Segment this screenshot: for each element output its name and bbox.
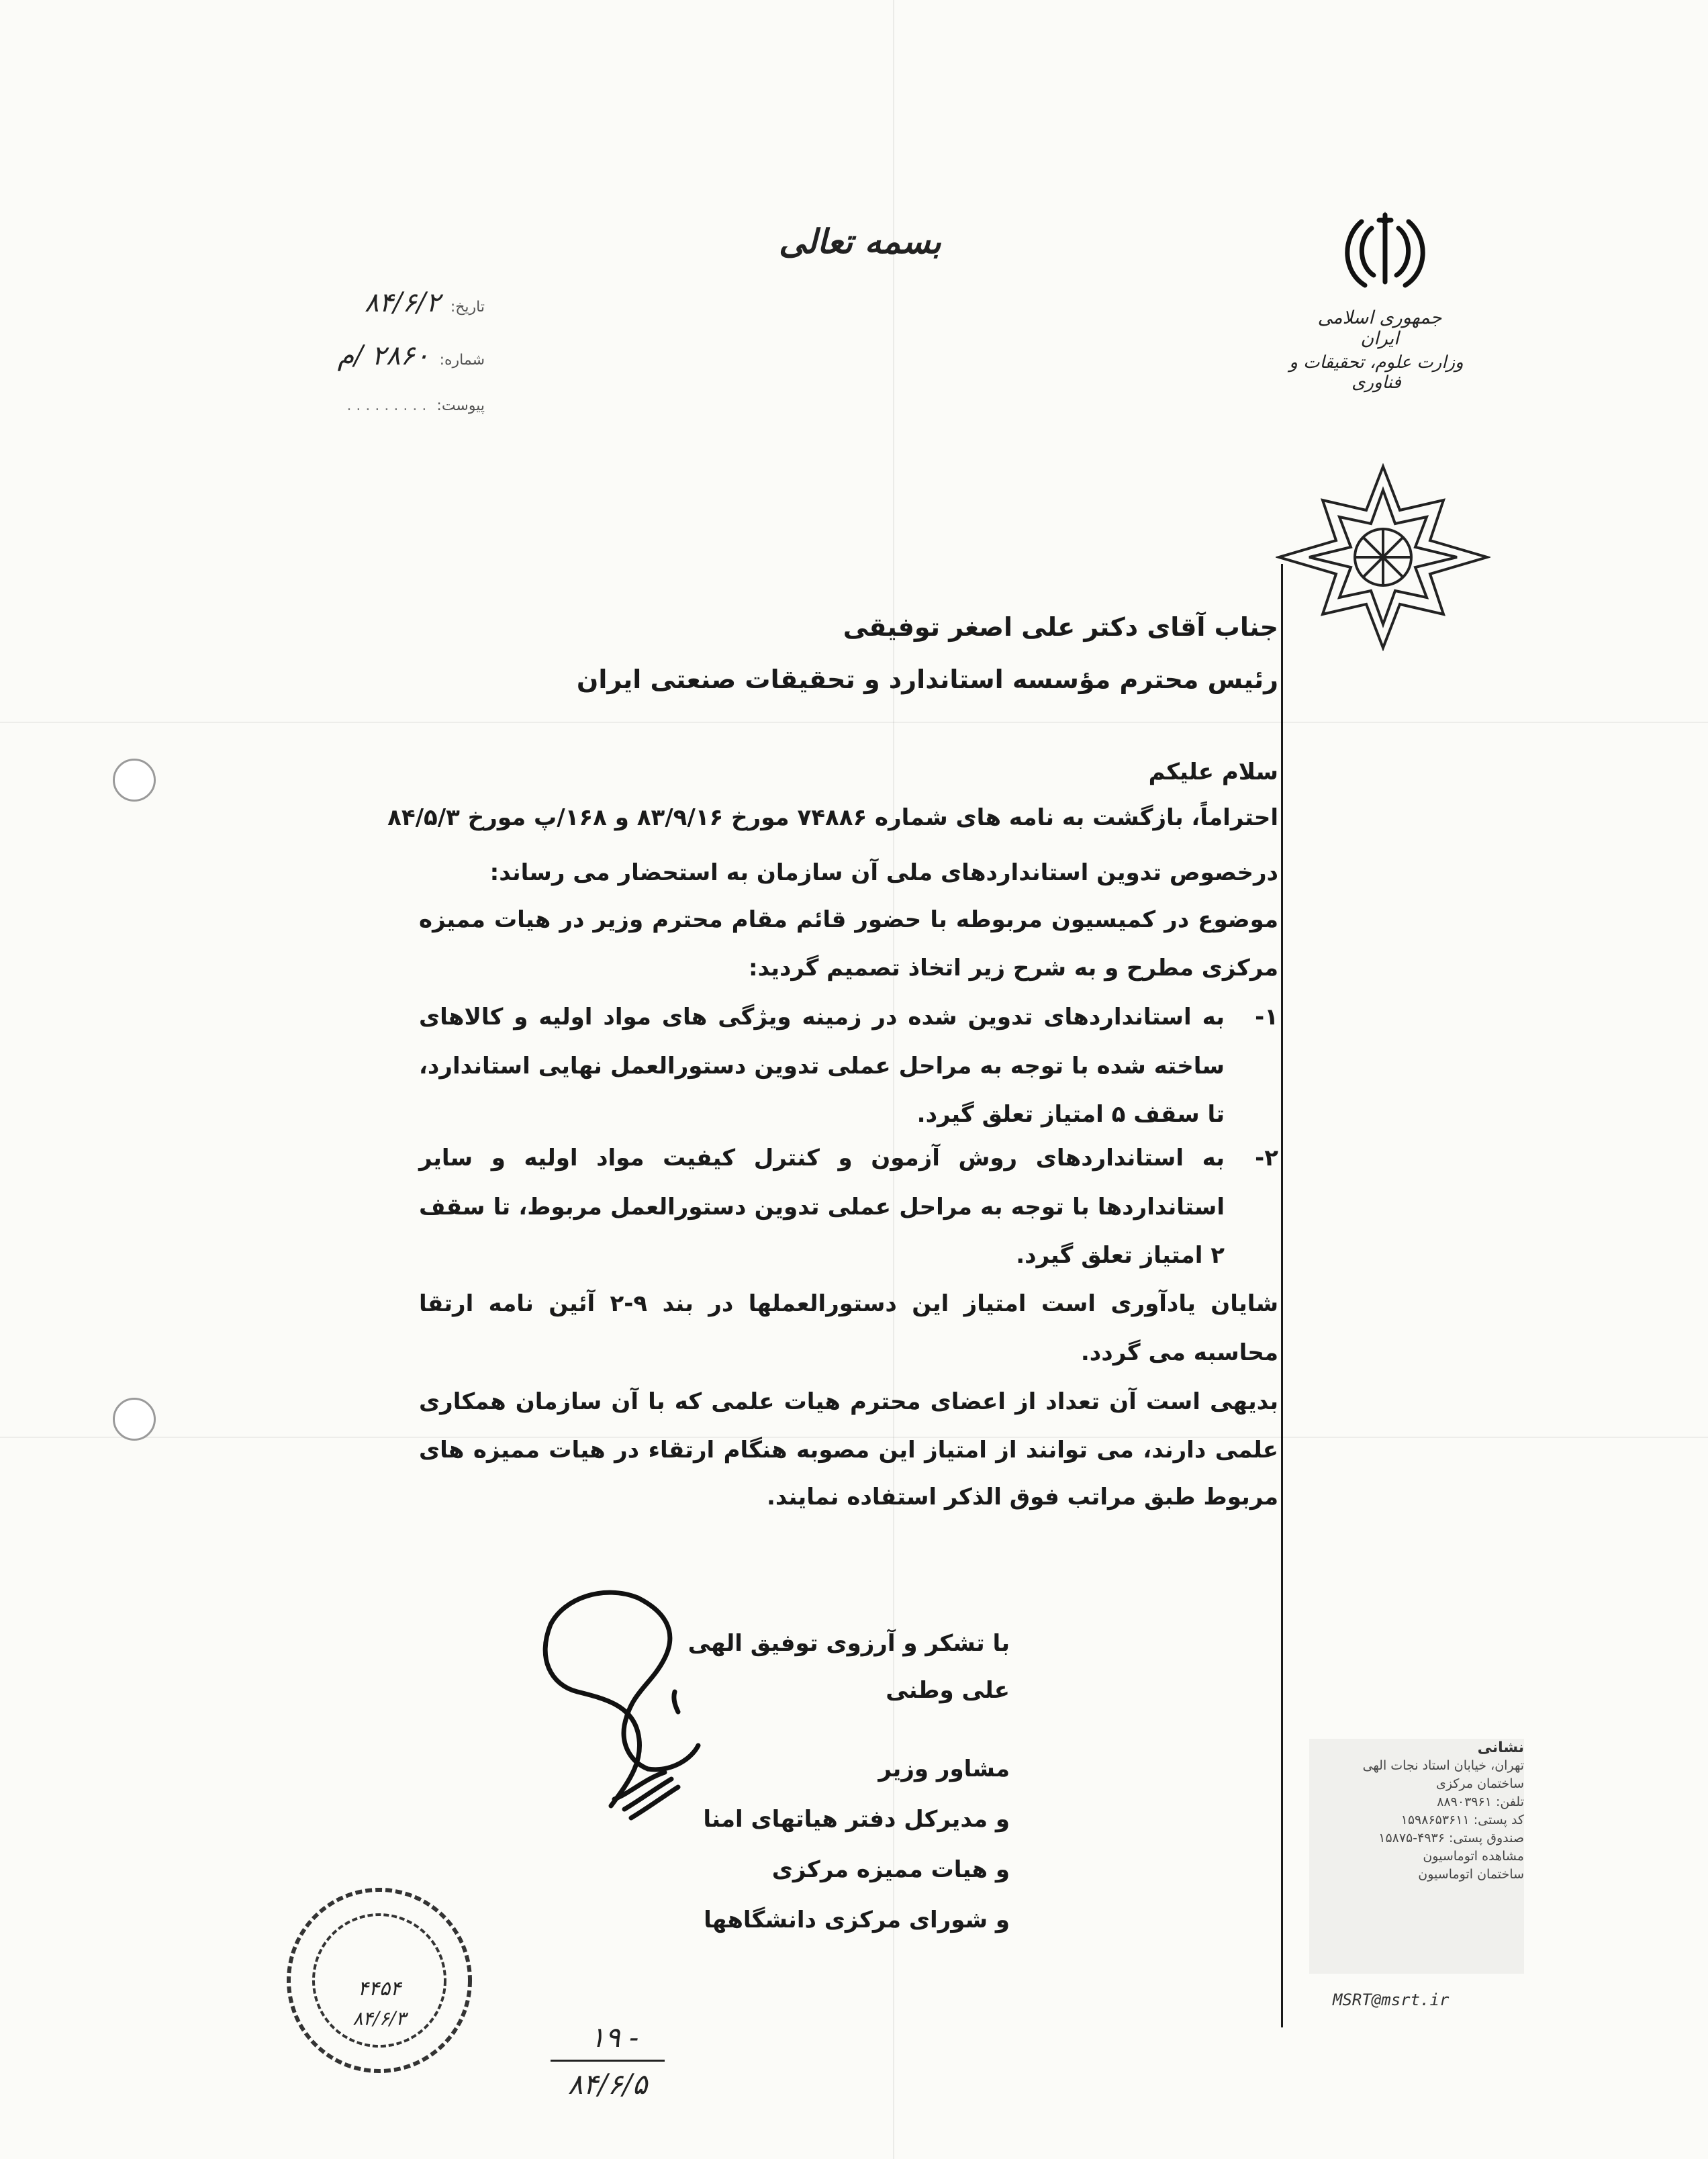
- body-line: علمی دارند، می توانند از امتیاز این مصوبه هنگام ارتقاء در هیات ممیزه های: [419, 1437, 1278, 1464]
- attachment-label: پیوست:: [436, 397, 485, 414]
- number-row: [338, 340, 485, 371]
- paper-fold-horizontal: [0, 722, 1708, 723]
- address-line: مشاهده اتوماسیون: [1423, 1849, 1524, 1864]
- signer-title-3: و هیات ممیزه مرکزی: [771, 1856, 1010, 1883]
- number-value: ۲۸۶۰ /م: [337, 340, 430, 371]
- paper-fold-vertical: [893, 0, 894, 2159]
- emblem-wrapper: [1335, 208, 1435, 295]
- greeting: سلام علیکم: [1148, 759, 1278, 785]
- islamic-star-ornament-icon: [1276, 463, 1490, 651]
- date-row: [365, 287, 485, 318]
- signature-wrapper: [530, 1578, 745, 1826]
- item-number: ۱-: [1255, 1004, 1278, 1030]
- recipient-name: جناب آقای دکتر علی اصغر توفیقی: [843, 612, 1278, 642]
- iran-emblem-icon: [1335, 208, 1435, 295]
- date-value: ۸۴/۶/۲: [364, 287, 440, 318]
- signer-title-2: و مدیرکل دفتر هیاتهای امنا: [703, 1806, 1010, 1833]
- emblem-ministry: وزارت علوم، تحقیقات و فناوری: [1289, 352, 1464, 393]
- body-line: موضوع در کمیسیون مربوطه با حضور قائم مقام محترم وزیر در هیات ممیزه: [419, 906, 1278, 933]
- item-line: تا سقف ۵ امتیاز تعلق گیرد.: [916, 1101, 1225, 1128]
- signer-title-4: و شورای مرکزی دانشگاهها: [704, 1907, 1010, 1933]
- footnote-date: ۸۴/۶/۵: [567, 2068, 648, 2101]
- signer-title-1: مشاور وزیر: [878, 1756, 1010, 1782]
- body-line: مربوط طبق مراتب فوق الذکر استفاده نمایند.: [767, 1484, 1278, 1510]
- body-line: شایان یادآوری است امتیاز این دستورالعملها در بند ۹-۲ آئین نامه ارتقا: [419, 1290, 1278, 1317]
- address-email: MSRT@msrt.ir: [1333, 1990, 1450, 2009]
- punch-hole: [113, 759, 156, 802]
- recipient-title: رئیس محترم مؤسسه استاندارد و تحقیقات صنعتی ایران: [576, 665, 1278, 694]
- item-line: به استانداردهای تدوین شده در زمینه ویژگی های مواد اولیه و کالاهای: [419, 1004, 1225, 1030]
- punch-hole: [113, 1398, 156, 1441]
- item-line: استانداردها با توجه به مراحل عملی تدوین دستورالعمل مربوط، تا سقف: [419, 1194, 1225, 1220]
- item-number: ۲-: [1255, 1145, 1278, 1171]
- attachment-row: پیوست: . . . . . . . . .: [346, 397, 485, 414]
- address-line: تهران، خیابان استاد نجات الهی: [1362, 1758, 1524, 1773]
- closing-wishes: با تشکر و آرزوی توفیق الهی: [687, 1630, 1010, 1657]
- address-line: کد پستی: ۱۵۹۸۶۵۳۶۱۱: [1401, 1813, 1524, 1827]
- address-line: ساختمان اتوماسیون: [1418, 1867, 1524, 1882]
- margin-rule: [1281, 564, 1283, 2027]
- item-line: ساخته شده با توجه به مراحل عملی تدوین دستورالعمل نهایی استاندارد،: [419, 1053, 1225, 1080]
- ornament-wrapper: [1276, 463, 1490, 651]
- item-line: ۲ امتیاز تعلق گیرد.: [1016, 1242, 1225, 1269]
- number-label: شماره:: [439, 352, 485, 369]
- body-line: مرکزی مطرح و به شرح زیر اتخاذ تصمیم گردید:: [748, 955, 1278, 981]
- address-line: ساختمان مرکزی: [1435, 1776, 1524, 1791]
- item-line: به استانداردهای روش آزمون و کنترل کیفیت مواد اولیه و سایر: [419, 1145, 1225, 1171]
- address-line: تلفن: ۸۸۹۰۳۹۶۱: [1437, 1794, 1524, 1809]
- body-line: محاسبه می گردد.: [1080, 1339, 1278, 1366]
- handwritten-signature: [530, 1578, 745, 1826]
- body-line: احتراماً، بازگشت به نامه های شماره ۷۴۸۸۶ مورخ ۸۳/۹/۱۶ و ۱۶۸/پ مورخ ۸۴/۵/۳: [387, 804, 1278, 831]
- address-line: صندوق پستی: ۴۹۳۶-۱۵۸۷۵: [1378, 1831, 1524, 1845]
- body-line: درخصوص تدوین استانداردهای ملی آن سازمان به استحضار می رساند:: [489, 859, 1278, 886]
- stamp-number: ۴۴۵۴: [357, 1977, 401, 2001]
- date-label: تاریخ:: [450, 299, 485, 316]
- body-line: بدیهی است آن تعداد از اعضای محترم هیات علمی که با آن سازمان همکاری: [419, 1388, 1278, 1415]
- footnote-number: ۱۹ -: [589, 2021, 639, 2054]
- basmala: بسمه تعالی: [779, 222, 941, 261]
- address-heading: نشانی: [1477, 1739, 1524, 1756]
- footnote-rule: [551, 2060, 665, 2062]
- emblem-country: جمهوری اسلامی ایران: [1317, 307, 1442, 349]
- address-block: [1309, 1739, 1524, 1974]
- stamp-date: ۸۴/۶/۳: [352, 2007, 406, 2029]
- signer-name: علی وطنی: [886, 1677, 1010, 1704]
